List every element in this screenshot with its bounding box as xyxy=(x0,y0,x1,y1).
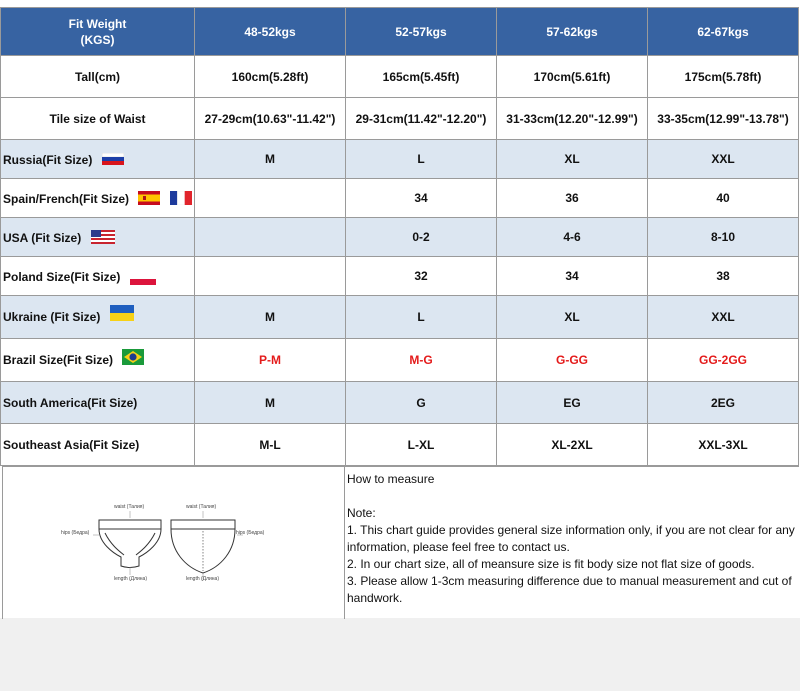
row-label: Russia(Fit Size) xyxy=(3,152,93,167)
size-cell: XXL xyxy=(648,296,799,339)
size-cell xyxy=(195,257,346,296)
size-cell: L-XL xyxy=(346,424,497,466)
notes-panel xyxy=(344,466,799,619)
size-cell xyxy=(195,179,346,218)
size-cell: P-M xyxy=(195,339,346,382)
row-label-cell xyxy=(1,339,195,382)
brazil-row xyxy=(1,339,799,382)
size-cell: 34 xyxy=(346,179,497,218)
size-cell: XXL-3XL xyxy=(648,424,799,466)
usa-flag-icon xyxy=(91,230,115,244)
waist-back-label: waist (Талия) xyxy=(186,504,217,510)
size-cell: 38 xyxy=(648,257,799,296)
row-label: Southeast Asia(Fit Size) xyxy=(1,424,195,466)
waist-row xyxy=(1,98,799,140)
size-cell: M xyxy=(195,296,346,339)
size-cell xyxy=(195,218,346,257)
size-cell: 29-31cm(11.42"-12.20") xyxy=(346,98,497,140)
russia-flag-icon xyxy=(102,153,124,165)
size-cell: GG-2GG xyxy=(648,339,799,382)
spain-french-row xyxy=(1,179,799,218)
southeast-asia-row xyxy=(1,424,799,466)
size-cell: 40 xyxy=(648,179,799,218)
size-cell: 165cm(5.45ft) xyxy=(346,56,497,98)
size-cell: 32 xyxy=(346,257,497,296)
size-cell: 4-6 xyxy=(497,218,648,257)
weight-column-header: 62-67kgs xyxy=(648,8,799,56)
hips-left-label: hips (Бедра) xyxy=(61,530,90,536)
size-cell: 2EG xyxy=(648,382,799,424)
spain-flag-icon xyxy=(138,191,160,205)
length-back-label: length (Длина) xyxy=(186,576,219,582)
size-cell: XL xyxy=(497,140,648,179)
size-cell: 0-2 xyxy=(346,218,497,257)
row-label: Tall(cm) xyxy=(1,56,195,98)
row-label: Poland Size(Fit Size) xyxy=(3,269,121,284)
size-cell: 33-35cm(12.99"-13.78") xyxy=(648,98,799,140)
measurement-diagram xyxy=(2,466,344,619)
france-flag-icon xyxy=(170,191,192,205)
row-label: USA (Fit Size) xyxy=(3,230,82,245)
poland-flag-icon xyxy=(130,273,156,285)
row-label-cell xyxy=(1,257,195,296)
brazil-flag-icon xyxy=(122,349,144,365)
size-cell: M xyxy=(195,140,346,179)
size-cell: M-G xyxy=(346,339,497,382)
row-label: Tile size of Waist xyxy=(1,98,195,140)
size-cell: 34 xyxy=(497,257,648,296)
size-cell: 27-29cm(10.63"-11.42") xyxy=(195,98,346,140)
south-america-row xyxy=(1,382,799,424)
fit-weight-unit: (KGS) xyxy=(80,32,115,47)
row-label-cell xyxy=(1,218,195,257)
how-to-measure-title: How to measure xyxy=(347,472,435,486)
fit-weight-header xyxy=(1,8,195,56)
briefs-illustration-icon xyxy=(3,467,344,619)
height-row xyxy=(1,56,799,98)
size-cell: XL-2XL xyxy=(497,424,648,466)
notes-list xyxy=(347,522,797,607)
size-cell: G-GG xyxy=(497,339,648,382)
note-item: 3. Please allow 1-3cm measuring difference due to manual measurement and cut of handwork. xyxy=(347,574,792,605)
russia-row xyxy=(1,140,799,179)
weight-column-header: 48-52kgs xyxy=(195,8,346,56)
usa-row xyxy=(1,218,799,257)
size-cell: G xyxy=(346,382,497,424)
poland-row xyxy=(1,257,799,296)
row-label: South America(Fit Size) xyxy=(1,382,195,424)
row-label-cell xyxy=(1,296,195,339)
waist-front-label: waist (Талия) xyxy=(114,504,145,510)
size-cell: EG xyxy=(497,382,648,424)
size-cell: XXL xyxy=(648,140,799,179)
size-chart-table xyxy=(0,7,799,466)
note-label: Note: xyxy=(347,506,376,520)
weight-column-header: 52-57kgs xyxy=(346,8,497,56)
row-label: Ukraine (Fit Size) xyxy=(3,310,101,324)
size-cell: 175cm(5.78ft) xyxy=(648,56,799,98)
header-row xyxy=(1,8,799,56)
measure-section xyxy=(0,466,798,618)
ukraine-flag-icon xyxy=(110,305,134,321)
note-item: 1. This chart guide provides general size information only, if you are not clear for any information, please feel free to contact us. xyxy=(347,523,795,554)
size-cell: 36 xyxy=(497,179,648,218)
weight-column-header: 57-62kgs xyxy=(497,8,648,56)
size-cell: M xyxy=(195,382,346,424)
size-cell: L xyxy=(346,140,497,179)
row-label-cell xyxy=(1,140,195,179)
size-cell: L xyxy=(346,296,497,339)
note-item: 2. In our chart size, all of meansure size is fit body size not flat size of goods. xyxy=(347,557,755,571)
size-cell: 8-10 xyxy=(648,218,799,257)
size-cell: 170cm(5.61ft) xyxy=(497,56,648,98)
size-cell: M-L xyxy=(195,424,346,466)
size-cell: 31-33cm(12.20"-12.99") xyxy=(497,98,648,140)
length-front-label: length (Длина) xyxy=(114,576,147,582)
row-label: Brazil Size(Fit Size) xyxy=(3,353,114,367)
size-cell: XL xyxy=(497,296,648,339)
ukraine-row xyxy=(1,296,799,339)
row-label: Spain/French(Fit Size) xyxy=(3,191,130,206)
row-label-cell xyxy=(1,179,195,218)
hips-right-label: hips (Бедра) xyxy=(236,530,265,536)
size-cell: 160cm(5.28ft) xyxy=(195,56,346,98)
fit-weight-label: Fit Weight xyxy=(68,16,127,31)
